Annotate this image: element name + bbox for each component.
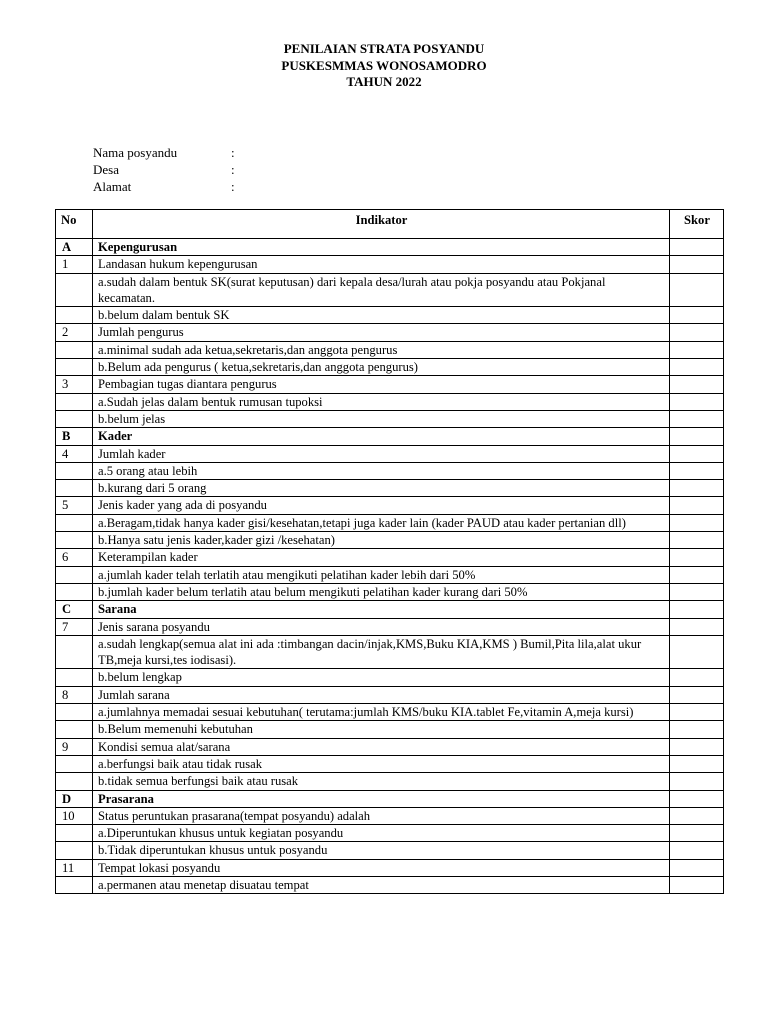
row-number [56, 273, 93, 307]
field-desa [93, 161, 235, 178]
section-row [56, 790, 724, 807]
row-number [56, 410, 93, 427]
section-row [56, 428, 724, 445]
table-row [56, 876, 724, 893]
section-row [56, 239, 724, 256]
table-row [56, 273, 724, 307]
row-indicator: Landasan hukum kepengurusan [93, 256, 670, 273]
row-indicator: b.belum dalam bentuk SK [93, 307, 670, 324]
row-number [56, 393, 93, 410]
field-nama-posyandu [93, 144, 235, 161]
score-cell[interactable] [670, 618, 724, 635]
assessment-table [55, 209, 724, 894]
score-cell[interactable] [670, 410, 724, 427]
score-cell[interactable] [670, 497, 724, 514]
row-number: 7 [56, 618, 93, 635]
field-alamat [93, 178, 235, 195]
table-row [56, 807, 724, 824]
row-number [56, 669, 93, 686]
title-line-1: PENILAIAN STRATA POSYANDU [283, 41, 485, 56]
table-row [56, 307, 724, 324]
row-indicator: Jenis kader yang ada di posyandu [93, 497, 670, 514]
row-number: 10 [56, 807, 93, 824]
row-indicator: a.5 orang atau lebih [93, 462, 670, 479]
row-number: 5 [56, 497, 93, 514]
table-row [56, 566, 724, 583]
row-number [56, 583, 93, 600]
row-indicator: a.jumlahnya memadai sesuai kebutuhan( terutama:jumlah KMS/buku KIA.tablet Fe,vitamin A,meja kursi) [93, 704, 670, 721]
table-row [56, 618, 724, 635]
row-number [56, 307, 93, 324]
score-cell[interactable] [670, 393, 724, 410]
score-cell[interactable] [670, 721, 724, 738]
identity-fields [93, 144, 235, 195]
row-number [56, 462, 93, 479]
header-indikator: Indikator [93, 210, 670, 239]
row-indicator: Kader [93, 428, 670, 445]
row-number: 6 [56, 549, 93, 566]
score-cell[interactable] [670, 842, 724, 859]
table-header-row [56, 210, 724, 239]
row-indicator: b.belum jelas [93, 410, 670, 427]
table-row [56, 256, 724, 273]
table-row [56, 359, 724, 376]
score-cell[interactable] [670, 307, 724, 324]
row-indicator: b.jumlah kader belum terlatih atau belum mengikuti pelatihan kader kurang dari 50% [93, 583, 670, 600]
score-cell[interactable] [670, 273, 724, 307]
score-cell[interactable] [670, 445, 724, 462]
table-row [56, 324, 724, 341]
section-row [56, 601, 724, 618]
table-row [56, 462, 724, 479]
score-cell[interactable] [670, 583, 724, 600]
row-indicator: Prasarana [93, 790, 670, 807]
table-row [56, 583, 724, 600]
table-row [56, 825, 724, 842]
score-cell[interactable] [670, 480, 724, 497]
score-cell[interactable] [670, 773, 724, 790]
row-indicator: a.Sudah jelas dalam bentuk rumusan tupoksi [93, 393, 670, 410]
score-cell[interactable] [670, 807, 724, 824]
row-number: 4 [56, 445, 93, 462]
score-cell[interactable] [670, 738, 724, 755]
score-cell[interactable] [670, 239, 724, 256]
row-number: 1 [56, 256, 93, 273]
row-indicator: a.jumlah kader telah terlatih atau mengikuti pelatihan kader lebih dari 50% [93, 566, 670, 583]
score-cell[interactable] [670, 790, 724, 807]
table-row [56, 497, 724, 514]
score-cell[interactable] [670, 601, 724, 618]
score-cell[interactable] [670, 669, 724, 686]
score-cell[interactable] [670, 341, 724, 358]
row-number [56, 842, 93, 859]
row-indicator: b.Belum ada pengurus ( ketua,sekretaris,dan anggota pengurus) [93, 359, 670, 376]
row-indicator: b.Hanya satu jenis kader,kader gizi /kesehatan) [93, 532, 670, 549]
score-cell[interactable] [670, 755, 724, 772]
header-skor: Skor [670, 210, 724, 239]
table-row [56, 532, 724, 549]
score-cell[interactable] [670, 549, 724, 566]
row-indicator: a.sudah dalam bentuk SK(surat keputusan) dari kepala desa/lurah atau pokja posyandu atau Pokjanal kecamatan. [93, 273, 670, 307]
row-number [56, 635, 93, 669]
row-number: D [56, 790, 93, 807]
row-number [56, 480, 93, 497]
row-number [56, 704, 93, 721]
row-indicator: a.berfungsi baik atau tidak rusak [93, 755, 670, 772]
row-number: A [56, 239, 93, 256]
score-cell[interactable] [670, 704, 724, 721]
row-indicator: b.Belum memenuhi kebutuhan [93, 721, 670, 738]
field-separator: : [231, 145, 235, 160]
row-number: 8 [56, 686, 93, 703]
table-row [56, 721, 724, 738]
row-indicator: Kepengurusan [93, 239, 670, 256]
row-number: 11 [56, 859, 93, 876]
table-row [56, 393, 724, 410]
title-line-3: TAHUN 2022 [346, 74, 422, 89]
table-row [56, 445, 724, 462]
row-number: 9 [56, 738, 93, 755]
table-row [56, 341, 724, 358]
table-row [56, 755, 724, 772]
row-indicator: a.permanen atau menetap disuatau tempat [93, 876, 670, 893]
table-row [56, 686, 724, 703]
table-body [56, 239, 724, 894]
score-cell[interactable] [670, 359, 724, 376]
score-cell[interactable] [670, 324, 724, 341]
row-indicator: Jumlah kader [93, 445, 670, 462]
document-title [0, 41, 768, 91]
row-indicator: Jumlah pengurus [93, 324, 670, 341]
field-label: Desa [93, 162, 119, 177]
row-indicator: Status peruntukan prasarana(tempat posyandu) adalah [93, 807, 670, 824]
row-indicator: a.Diperuntukan khusus untuk kegiatan posyandu [93, 825, 670, 842]
table-row [56, 773, 724, 790]
row-number [56, 876, 93, 893]
row-indicator: a.sudah lengkap(semua alat ini ada :timbangan dacin/injak,KMS,Buku KIA,KMS ) Bumil,Pita lila,alat ukur TB,meja kursi,tes iodisasi). [93, 635, 670, 669]
row-indicator: Pembagian tugas diantara pengurus [93, 376, 670, 393]
table-row [56, 480, 724, 497]
row-indicator: b.belum lengkap [93, 669, 670, 686]
row-indicator: b.kurang dari 5 orang [93, 480, 670, 497]
score-cell[interactable] [670, 876, 724, 893]
score-cell[interactable] [670, 256, 724, 273]
row-indicator: Keterampilan kader [93, 549, 670, 566]
row-number: B [56, 428, 93, 445]
row-number [56, 566, 93, 583]
row-indicator: b.tidak semua berfungsi baik atau rusak [93, 773, 670, 790]
row-indicator: Tempat lokasi posyandu [93, 859, 670, 876]
title-line-2: PUSKESMMAS WONOSAMODRO [281, 57, 487, 73]
row-number [56, 825, 93, 842]
row-indicator: Jenis sarana posyandu [93, 618, 670, 635]
row-number [56, 755, 93, 772]
row-indicator: Kondisi semua alat/sarana [93, 738, 670, 755]
row-number: C [56, 601, 93, 618]
table-row [56, 704, 724, 721]
score-cell[interactable] [670, 514, 724, 531]
field-separator: : [231, 162, 235, 177]
row-indicator: Jumlah sarana [93, 686, 670, 703]
header-no: No [56, 210, 93, 239]
score-cell[interactable] [670, 428, 724, 445]
table-row [56, 738, 724, 755]
row-number [56, 514, 93, 531]
row-number: 3 [56, 376, 93, 393]
table-row [56, 514, 724, 531]
row-indicator: b.Tidak diperuntukan khusus untuk posyandu [93, 842, 670, 859]
row-number [56, 773, 93, 790]
row-number [56, 341, 93, 358]
table-row [56, 376, 724, 393]
score-cell[interactable] [670, 825, 724, 842]
table-row [56, 549, 724, 566]
table-row [56, 669, 724, 686]
row-number [56, 721, 93, 738]
field-label: Nama posyandu [93, 145, 178, 160]
row-number [56, 532, 93, 549]
table-row [56, 635, 724, 669]
score-cell[interactable] [670, 859, 724, 876]
field-label: Alamat [93, 179, 132, 194]
table-row [56, 859, 724, 876]
score-cell[interactable] [670, 686, 724, 703]
field-separator: : [231, 179, 235, 194]
table-row [56, 842, 724, 859]
row-number [56, 359, 93, 376]
row-indicator: a.Beragam,tidak hanya kader gisi/kesehatan,tetapi juga kader lain (kader PAUD atau kader pertanian dll) [93, 514, 670, 531]
row-indicator: Sarana [93, 601, 670, 618]
row-number: 2 [56, 324, 93, 341]
score-cell[interactable] [670, 462, 724, 479]
score-cell[interactable] [670, 566, 724, 583]
table-row [56, 410, 724, 427]
score-cell[interactable] [670, 635, 724, 669]
score-cell[interactable] [670, 376, 724, 393]
row-indicator: a.minimal sudah ada ketua,sekretaris,dan anggota pengurus [93, 341, 670, 358]
score-cell[interactable] [670, 532, 724, 549]
